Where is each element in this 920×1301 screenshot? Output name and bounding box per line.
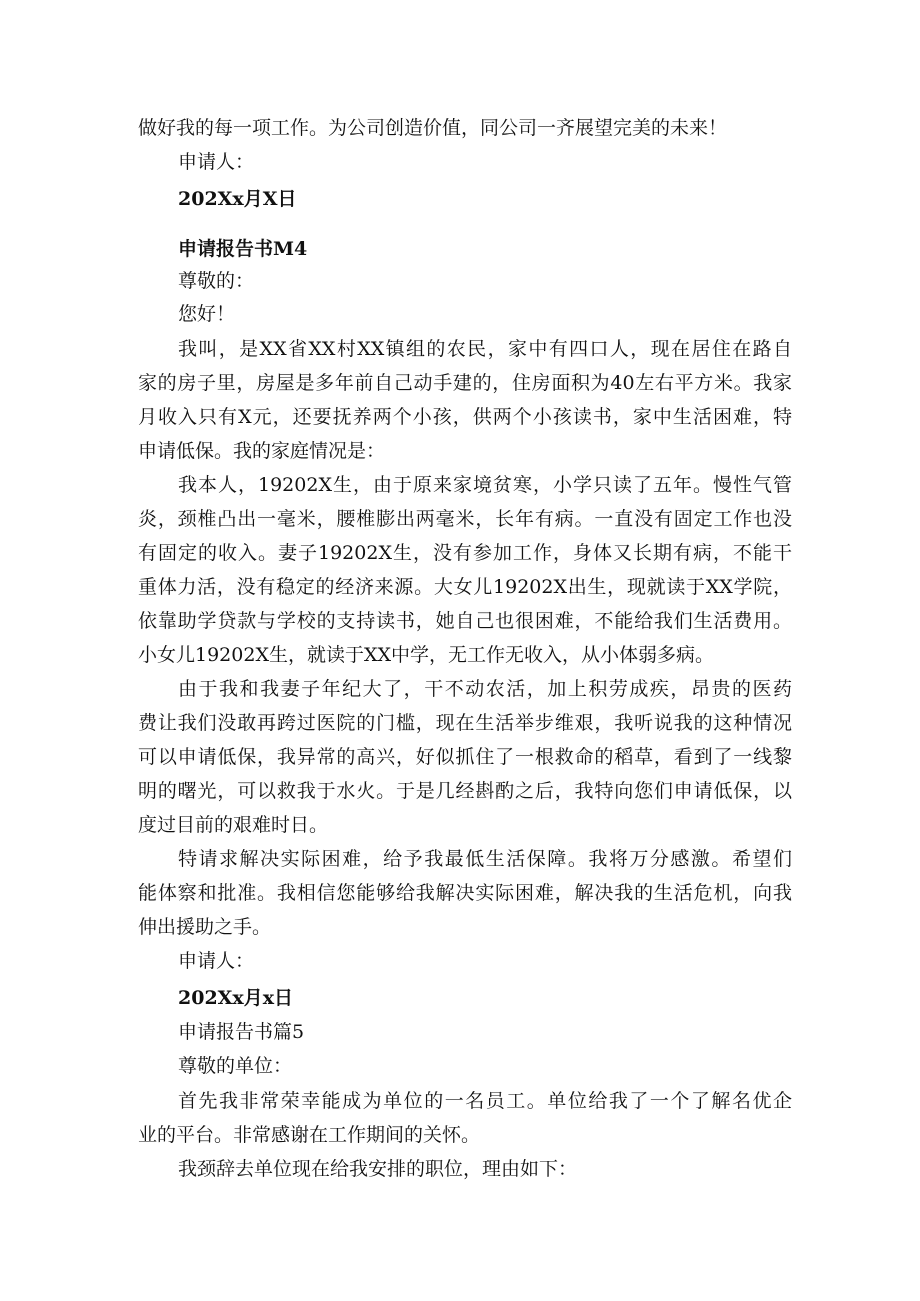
paragraph-line: 由于我和我妻子年纪大了，干不动农活，加上积劳成疾，昂贵的医药 [178,678,792,700]
paragraph-line: 能体察和批准。我相信您能够给我解决实际困难，解决我的生活危机，向我 [138,882,792,904]
paragraph-line: 我颈辞去单位现在给我安排的职位，理由如下： [178,1158,578,1180]
paragraph-line: 月收入只有X元，还要抚养两个小孩，供两个小孩读书，家中生活困难，特 [138,406,792,428]
paragraph-line: 家的房子里，房屋是多年前自己动手建的，住房面积为40左右平方米。我家 [138,372,792,394]
paragraph-line: 业的平台。非常感谢在工作期间的关怀。 [138,1124,481,1146]
salutation: 尊敬的单位： [178,1055,293,1077]
paragraph-line: 我叫，是XX省XX村XX镇组的农民，家中有四口人，现在居住在路自 [178,338,792,360]
section-heading: 申请报告书M4 [178,238,308,260]
paragraph-line: 度过目前的艰难时日。 [138,814,329,836]
signature-label: 申请人： [178,950,255,972]
signature-label: 申请人： [178,151,255,173]
paragraph-line: 明的曙光，可以救我于水火。于是几经斟酌之后，我特向您们申请低保，以 [138,780,792,802]
paragraph-line: 我本人，19202X生，由于原来家境贫寒，小学只读了五年。慢性气管 [178,474,792,496]
paragraph-line: 伸出援助之手。 [138,916,272,938]
paragraph-line: 重体力活，没有稳定的经济来源。大女儿19202X出生，现就读于XX学院， [138,576,792,598]
date-line: 202Xx月x日 [178,987,294,1009]
paragraph-line: 特请求解决实际困难，给予我最低生活保障。我将万分感激。希望们 [178,848,792,870]
paragraph-line: 可以申请低保，我异常的高兴，好似抓住了一根救命的稻草，看到了一线黎 [138,746,792,768]
paragraph-line: 炎，颈椎凸出一毫米，腰椎膨出两毫米，长年有病。一直没有固定工作也没 [138,508,792,530]
paragraph-line: 费让我们没敢再跨过医院的门槛，现在生活举步维艰，我听说我的这种情况 [138,712,792,734]
paragraph-line: 有固定的收入。妻子19202X生，没有参加工作，身体又长期有病，不能干 [138,542,792,564]
paragraph-line: 依靠助学贷款与学校的支持读书，她自己也很困难，不能给我们生活费用。 [138,610,792,632]
salutation: 尊敬的： [178,270,255,292]
date-line: 202Xx月X日 [178,188,297,210]
section-heading: 申请报告书篇5 [178,1021,305,1043]
paragraph-line: 小女儿19202X生，就读于XX中学，无工作无收入，从小体弱多病。 [138,644,715,666]
paragraph-line: 申请低保。我的家庭情况是： [138,440,386,462]
paragraph-line: 首先我非常荣幸能成为单位的一名员工。单位给我了一个了解名优企 [178,1090,792,1112]
text-line: 做好我的每一项工作。为公司创造价值，同公司一齐展望完美的未来！ [138,117,728,139]
greeting: 您好！ [178,303,236,325]
